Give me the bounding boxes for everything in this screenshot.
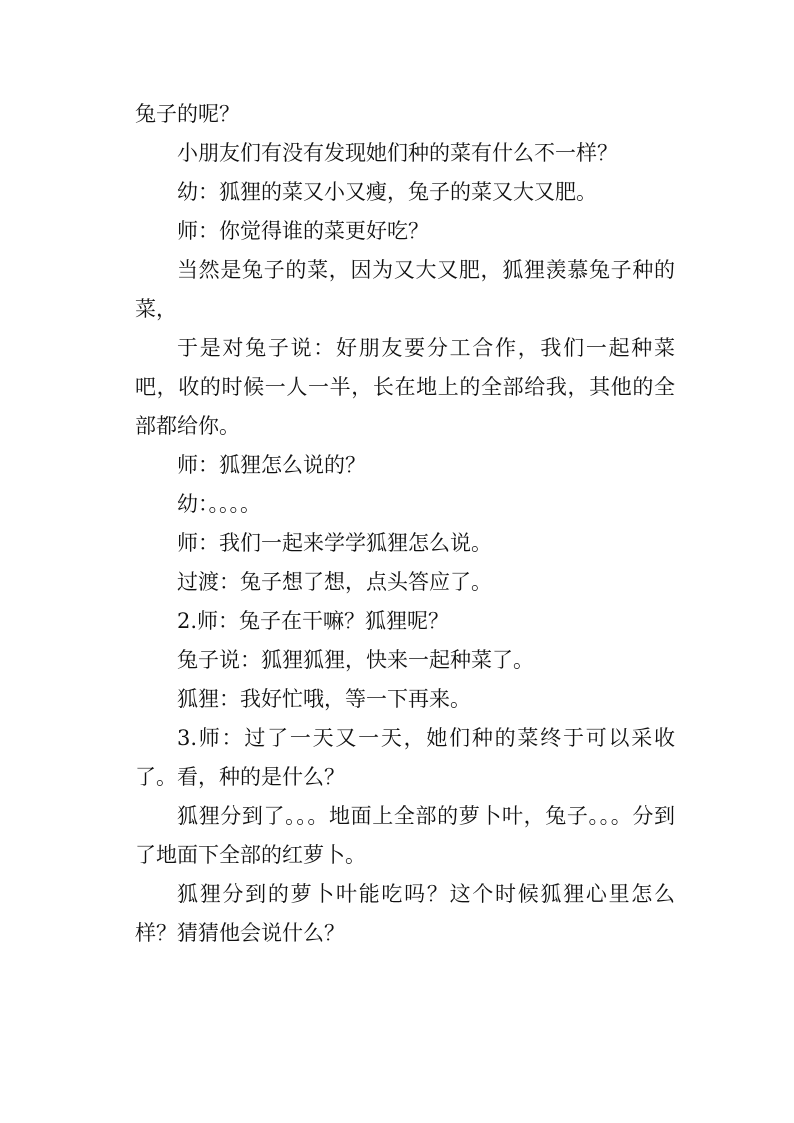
paragraph: 狐狸分到了。。。地面上全部的萝卜叶，兔子。。。分到了地面下全部的红萝卜。 — [135, 804, 675, 867]
paragraph: 狐狸：我好忙哦，等一下再来。 — [177, 687, 471, 711]
paragraph: 师：我们一起来学学狐狸怎么说。 — [177, 531, 492, 555]
paragraph: 于是对兔子说：好朋友要分工合作，我们一起种菜吧，收的时候一人一半，长在地上的全部给我，其他的全部都给你。 — [135, 336, 675, 438]
paragraph: 过渡：兔子想了想，点头答应了。 — [177, 570, 492, 594]
paragraph: 师：狐狸怎么说的？ — [177, 453, 366, 477]
paragraph: 小朋友们有没有发现她们种的菜有什么不一样？ — [177, 141, 618, 165]
paragraph: 兔子说：狐狸狐狸，快来一起种菜了。 — [177, 648, 534, 672]
paragraph: 2.师：兔子在干嘛？狐狸呢？ — [177, 609, 450, 633]
paragraph: 兔子的呢？ — [135, 102, 240, 126]
paragraph: 3.师：过了一天又一天，她们种的菜终于可以采收了。看，种的是什么？ — [135, 726, 675, 789]
paragraph: 师：你觉得谁的菜更好吃？ — [177, 219, 429, 243]
paragraph: 当然是兔子的菜，因为又大又肥，狐狸羡慕兔子种的菜， — [135, 258, 675, 321]
paragraph: 幼：。。。。 — [177, 492, 261, 516]
paragraph: 狐狸分到的萝卜叶能吃吗？这个时候狐狸心里怎么样？猜猜他会说什么？ — [135, 882, 675, 945]
document-body — [135, 95, 675, 953]
paragraph: 幼：狐狸的菜又小又瘦，兔子的菜又大又肥。 — [177, 180, 597, 204]
